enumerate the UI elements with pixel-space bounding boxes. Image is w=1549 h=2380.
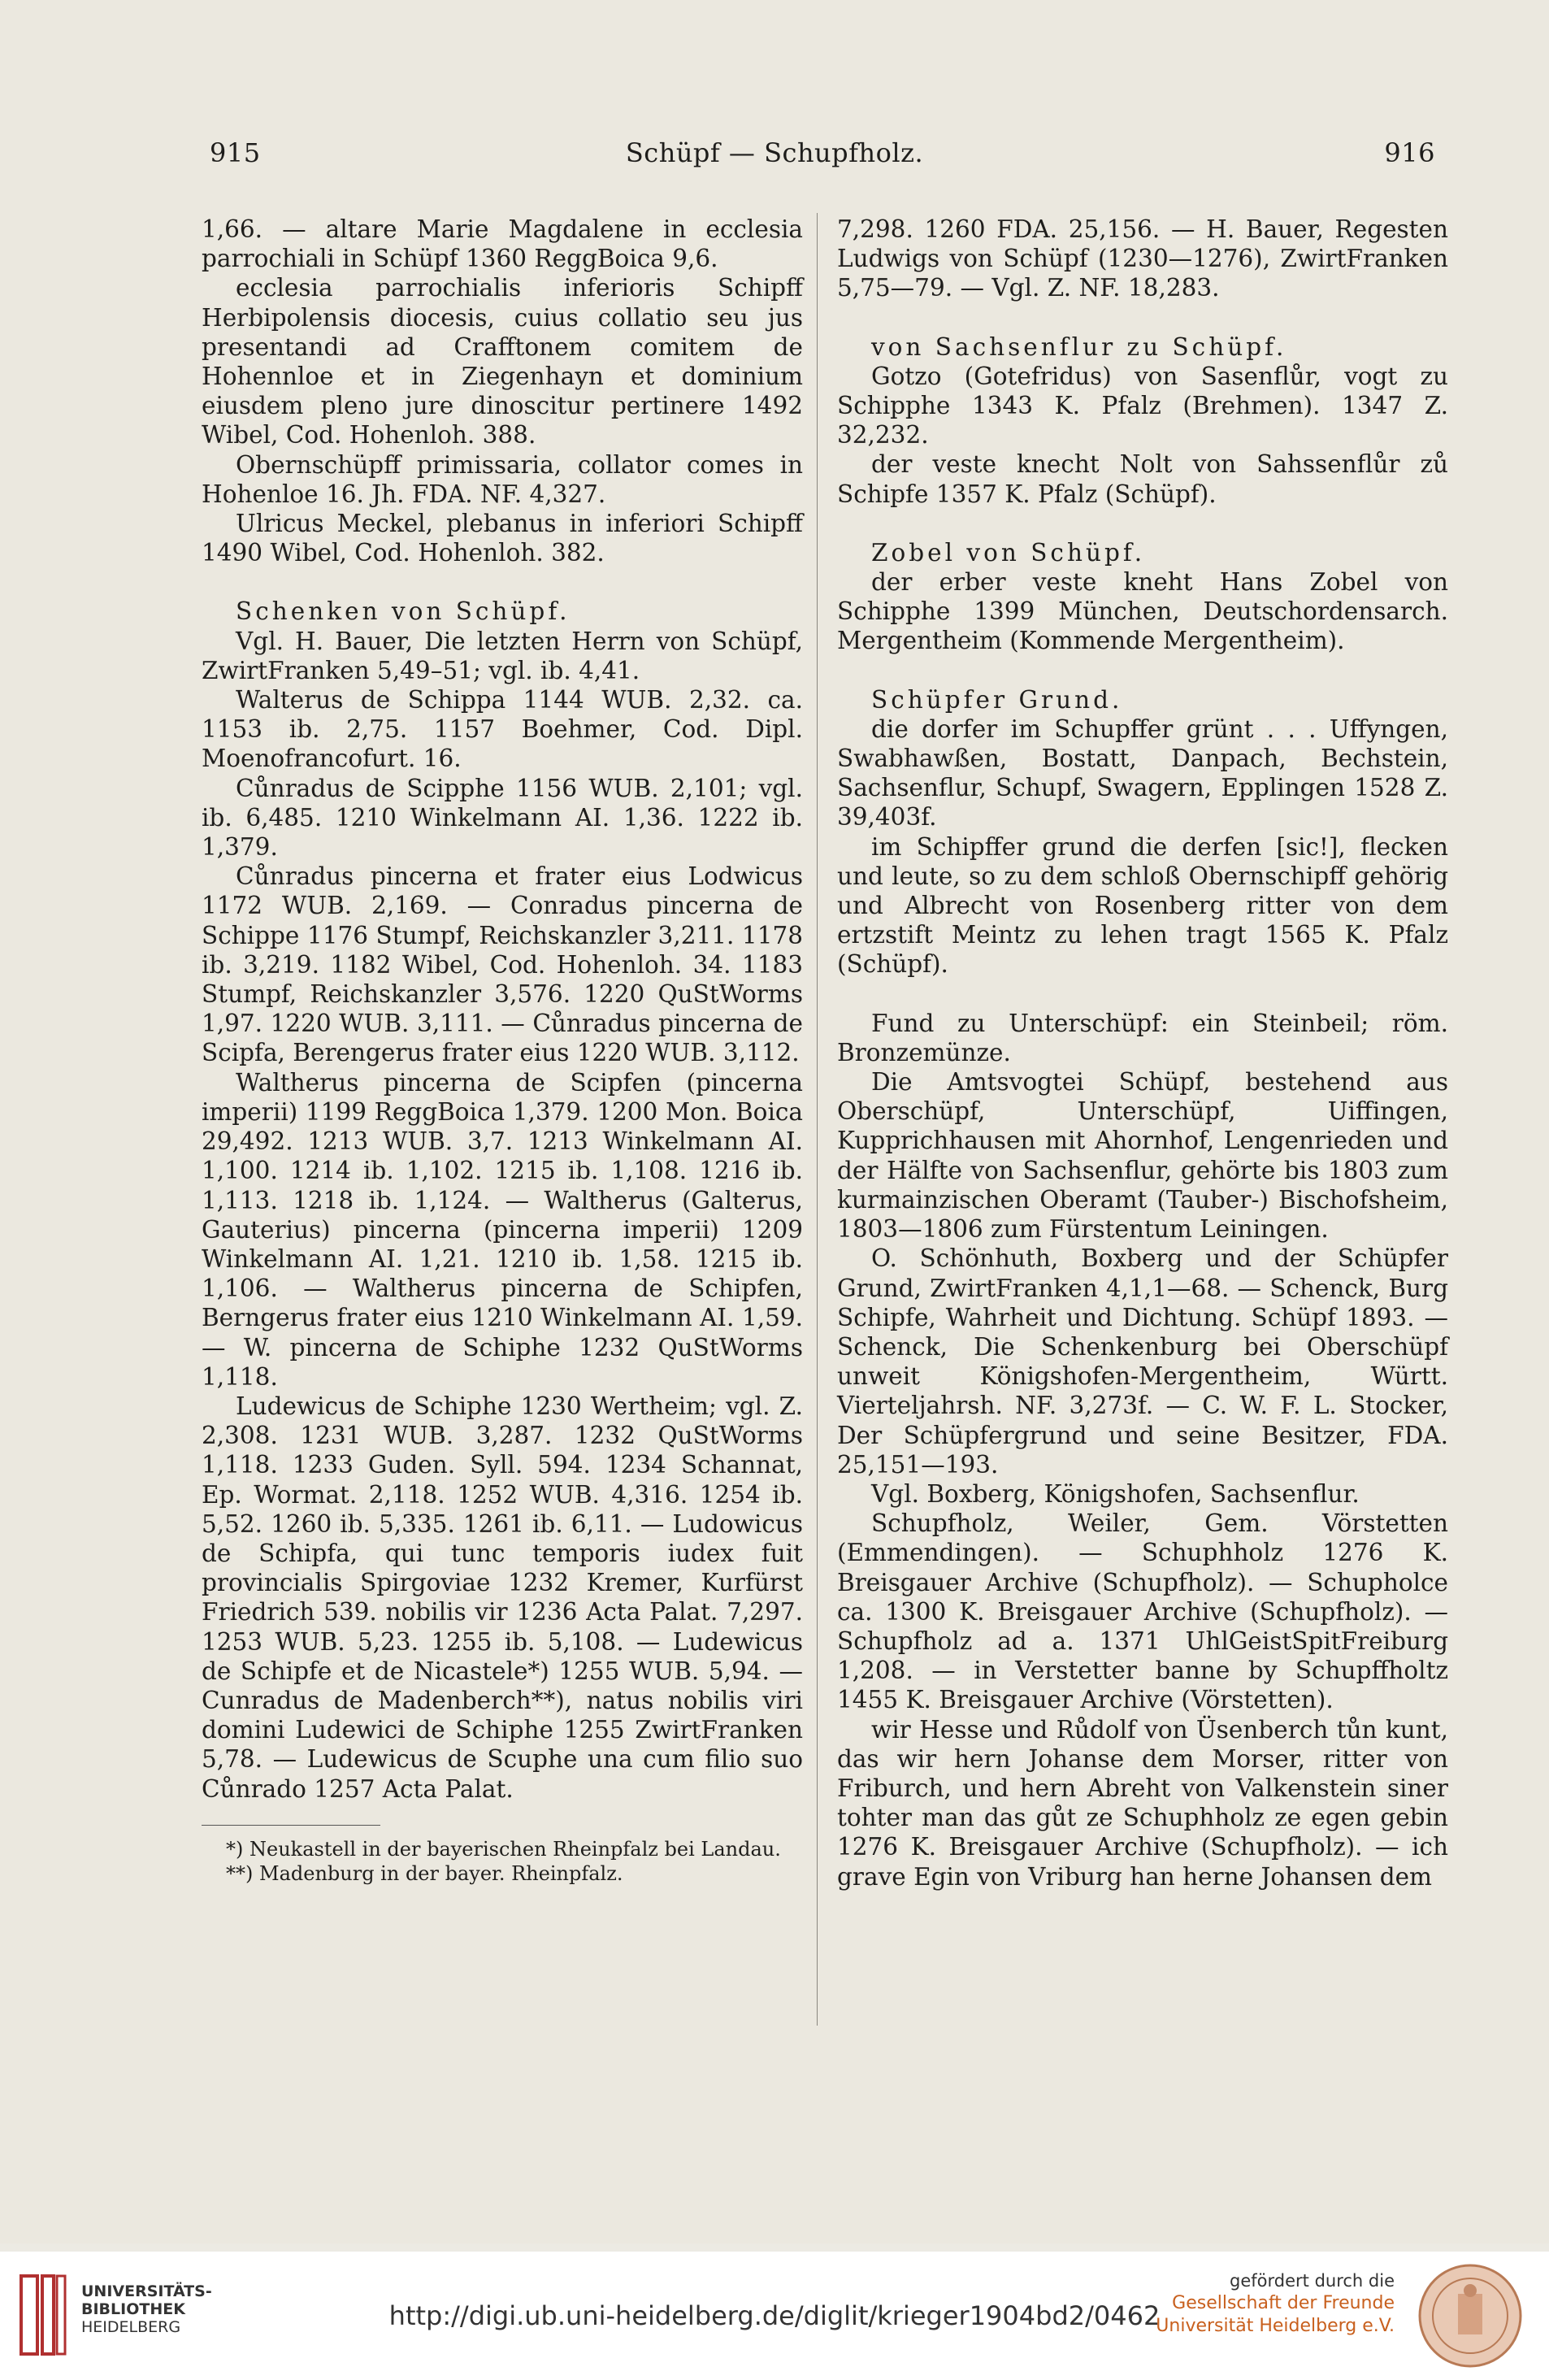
spacer: [837, 509, 1448, 538]
sponsor-text: gefördert durch die Gesellschaft der Freunde Universität Heidelberg e.V.: [1156, 2271, 1395, 2336]
section-heading: von Sachsenflur zu Schüpf.: [871, 332, 1287, 361]
viewer-footer: [0, 2252, 1549, 2380]
footnote-rule: [202, 1825, 380, 1826]
paragraph: Gotzo (Gotefridus) von Sasenflůr, vogt zu Schipphe 1343 K. Pfalz (Brehmen). 1347 Z. 32,232.: [837, 362, 1448, 450]
spacer: [837, 656, 1448, 685]
paragraph: Ludewicus de Schiphe 1230 Wertheim; vgl. Z. 2,308. 1231 WUB. 3,287. 1232 QuStWorms 1,118. 1233 Guden. Syll. 594. 1234 Schannat, Ep. Wormat. 2,118. 1252 WUB. 4,316. 1254 ib. 5,52. 1260 ib. 5,335. 1261 ib. 6,11. — Ludowicus de Schipfa, qui tunc temporis iudex fuit provincialis Spirgoviae 1232 Kremer, Kurfürst Friedrich 539. nobilis vir 1236 Acta Palat. 7,297. 1253 WUB. 5,23. 1255 ib. 5,108. — Ludewicus de Schipfe et de Nicastele*) 1255 WUB. 5,94. — Cunradus de Madenberch**), natus nobilis viri domini Ludewici de Schiphe 1255 ZwirtFranken 5,78. — Ludewicus de Scuphe una cum filio suo Cůnrado 1257 Acta Palat.: [202, 1392, 803, 1803]
paragraph: Cůnradus pincerna et frater eius Lodwicus 1172 WUB. 2,169. — Conradus pincerna de Schippe 1176 Stumpf, Reichskanzler 3,211. 1178 ib. 3,219. 1182 Wibel, Cod. Hohenloh. 34. 1183 Stumpf, Reichskanzler 3,576. 1220 QuStWorms 1,97. 1220 WUB. 3,111. — Cůnradus pincerna de Scipfa, Berengerus frater eius 1220 WUB. 3,112.: [202, 862, 803, 1067]
paragraph: Vgl. H. Bauer, Die letzten Herrn von Schüpf, ZwirtFranken 5,49–51; vgl. ib. 4,41.: [202, 627, 803, 684]
paragraph: Obernschüpff primissaria, collator comes in Hohenloe 16. Jh. FDA. NF. 4,327.: [202, 450, 803, 508]
section-heading: Schüpfer Grund.: [871, 685, 1123, 714]
spacer: [202, 567, 803, 597]
column-divider: [817, 213, 818, 2026]
paragraph: Die Amtsvogtei Schüpf, bestehend aus Oberschüpf, Unterschüpf, Uiffingen, Kupprichhausen mit Ahornhof, Lengenrieden und der Hälfte von Sachsenflur, gehörte bis 1803 zum kurmainzischen Oberamt (Tauber-) Bischofsheim, 1803—1806 zum Fürstentum Leiningen.: [837, 1068, 1448, 1244]
library-name: UNIVERSITÄTS- BIBLIOTHEK HEIDELBERG: [81, 2282, 212, 2336]
paragraph: der erber veste kneht Hans Zobel von Schipphe 1399 München, Deutschordensarch. Mergentheim (Kommende Mergentheim).: [837, 568, 1448, 655]
university-seal-icon: [1416, 2261, 1525, 2370]
spacer: [837, 303, 1448, 332]
running-title: Schüpf — Schupfholz.: [625, 137, 924, 168]
permalink-url[interactable]: http://digi.ub.uni-heidelberg.de/diglit/krieger1904bd2/0462: [388, 2300, 1161, 2331]
paragraph: die dorfer im Schupffer grünt . . . Uffyngen, Swabhawßen, Bostatt, Danpach, Bechstein, Sachsenflur, Schupf, Swagern, Epplingen 1528 Z. 39,403f.: [837, 714, 1448, 832]
paragraph: O. Schönhuth, Boxberg und der Schüpfer Grund, ZwirtFranken 4,1,1—68. — Schenck, Burg Schipfe, Wahrheit und Dichtung. Schüpf 1893. — Schenck, Die Schenkenburg bei Oberschüpf unweit Königshofen-Mergentheim, Württ. Vierteljahrsh. NF. 3,273f. — C. W. F. L. Stocker, Der Schüpfergrund und seine Besitzer, FDA. 25,151—193.: [837, 1244, 1448, 1479]
spacer: [837, 979, 1448, 1009]
left-column: [202, 215, 803, 1886]
paragraph: der veste knecht Nolt von Sahssenflůr zů Schipfe 1357 K. Pfalz (Schüpf).: [837, 450, 1448, 508]
paragraph: wir Hesse und Růdolf von Üsenberch tůn kunt, das wir hern Johanse dem Morser, ritter von Friburch, und hern Abreht von Valkenstein siner tohter man das gůt ze Schuphholz ze egen gebin 1276 K. Breisgauer Archive (Schupfholz). — ich grave Egin von Vriburg han herne Johansen dem: [837, 1715, 1448, 1891]
left-page-number: 915: [210, 137, 261, 168]
paragraph: Walterus de Schippa 1144 WUB. 2,32. ca. 1153 ib. 2,75. 1157 Boehmer, Cod. Dipl. Moenofrancofurt. 16.: [202, 686, 803, 773]
right-column: [837, 215, 1448, 1891]
paragraph: Schupfholz, Weiler, Gem. Vörstetten (Emmendingen). — Schuphholz 1276 K. Breisgauer Archive (Schupfholz). — Schupholce ca. 1300 K. Breisgauer Archive (Schupfholz). — Schupfholz ad a. 1371 UhlGeistSpitFreiburg 1,208. — in Verstetter banne by Schupffholtz 1455 K. Breisgauer Archive (Vörstetten).: [837, 1509, 1448, 1714]
section-heading: Schenken von Schüpf.: [236, 597, 571, 626]
paragraph: Vgl. Boxberg, Königshofen, Sachsenflur.: [871, 1479, 1360, 1508]
section-heading: Zobel von Schüpf.: [871, 538, 1146, 567]
paragraph: Waltherus pincerna de Scipfen (pincerna imperii) 1199 ReggBoica 1,379. 1200 Mon. Boica 29,492. 1213 WUB. 3,7. 1213 Winkelmann AI. 1,100. 1214 ib. 1,102. 1215 ib. 1,108. 1216 ib. 1,113. 1218 ib. 1,124. — Waltherus (Galterus, Gauterius) pincerna (pincerna imperii) 1209 Winkelmann AI. 1,21. 1210 ib. 1,58. 1215 ib. 1,106. — Waltherus pincerna de Schipfen, Berngerus frater eius 1210 Winkelmann AI. 1,59. — W. pincerna de Schiphe 1232 QuStWorms 1,118.: [202, 1068, 803, 1391]
paragraph: Cůnradus de Scipphe 1156 WUB. 2,101; vgl. ib. 6,485. 1210 Winkelmann AI. 1,36. 1222 ib. 1,379.: [202, 774, 803, 862]
footnote: *) Neukastell in der bayerischen Rheinpfalz bei Landau.: [226, 1837, 781, 1861]
paragraph: 1,66. — altare Marie Magdalene in ecclesia parrochiali in Schüpf 1360 ReggBoica 9,6.: [202, 215, 803, 273]
paragraph: ecclesia parrochialis inferioris Schipff Herbipolensis diocesis, cuius collatio seu jus presentandi ad Crafftonem comitem de Hohennloe et in Ziegenhayn et dominium eiusdem pleno jure dinoscitur pertinere 1492 Wibel, Cod. Hohenloh. 388.: [202, 274, 803, 450]
paragraph: Fund zu Unterschüpf: ein Steinbeil; röm. Bronzemünze.: [837, 1009, 1448, 1066]
right-page-number: 916: [1384, 137, 1435, 168]
paragraph: 7,298. 1260 FDA. 25,156. — H. Bauer, Regesten Ludwigs von Schüpf (1230—1276), ZwirtFranken 5,75—79. — Vgl. Z. NF. 18,283.: [837, 215, 1448, 302]
paragraph: Ulricus Meckel, plebanus in inferiori Schipff 1490 Wibel, Cod. Hohenloh. 382.: [202, 510, 803, 567]
footnote: **) Madenburg in der bayer. Rheinpfalz.: [226, 1861, 623, 1885]
paragraph: im Schipffer grund die derfen [sic!], flecken und leute, so zu dem schloß Obernschipff gehörig und Albrecht von Rosenberg ritter von dem ertzstift Meintz zu lehen tragt 1565 K. Pfalz (Schüpf).: [837, 832, 1448, 979]
